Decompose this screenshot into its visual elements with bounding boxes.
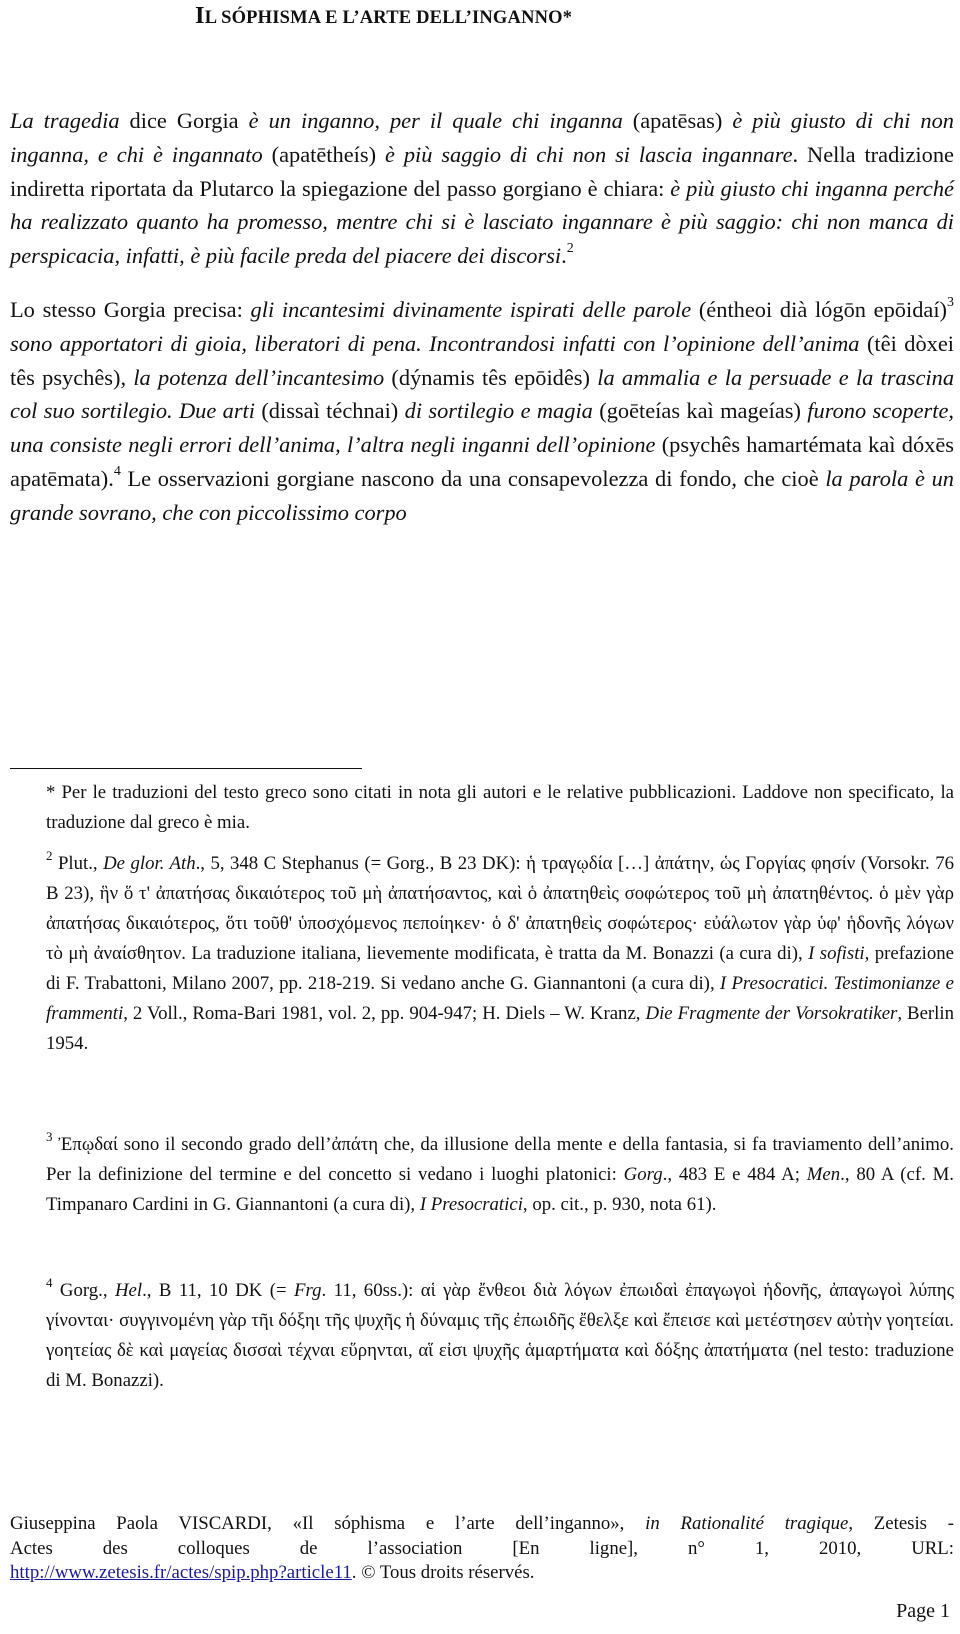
footnote-ref-4[interactable]: 4 bbox=[113, 463, 121, 479]
text-run: . Nella tradizione indiretta riportata da Plutarco la spiegazione del passo gorgiano è chiara: bbox=[10, 141, 954, 201]
text-run: . 11, 60ss.): αἱ γὰρ ἔνθεοι διὰ λόγων ἐπωιδαὶ ἐπαγωγοὶ ἡδονῆς, ἀπαγωγοὶ λύπης γίνονται· συγγινομένη γὰρ τῆι δόξηι τῆς ψυχῆς ἡ δύναμις τῆς ἐπωιδῆς ἔθελξε καὶ ἔπεισε καὶ μετέστησεν αὐτὴν γοητείαι. γοητείας δὲ καὶ μαγείας δισσαὶ τέχναι εὕρηνται, αἵ εἰσι ψυχῆς ἁμαρτήματα καὶ δόξης ἀπατήματα (nel testo: traduzione di M. Bonazzi). bbox=[46, 1280, 955, 1391]
citation-series: , Zetesis - bbox=[848, 1513, 954, 1534]
text-run: (dýnamis tês epōidês) bbox=[384, 364, 598, 390]
body-text bbox=[10, 104, 954, 530]
text-run: . bbox=[561, 243, 567, 269]
text-run: I sofisti, bbox=[808, 943, 870, 964]
text-run: (apatēsas) bbox=[622, 108, 733, 133]
citation-line-1 bbox=[10, 1512, 954, 1537]
footnote-2 bbox=[10, 849, 954, 1059]
text-run: , 2 Voll., Roma-Bari 1981, vol. 2, pp. 904-947; H. Diels – W. Kranz, bbox=[123, 1003, 646, 1024]
footnote-star bbox=[10, 778, 954, 838]
text-run: , op. cit., p. 930, nota 61). bbox=[522, 1194, 717, 1215]
page-number: Page 1 bbox=[896, 1600, 950, 1622]
footnote-4 bbox=[10, 1276, 954, 1396]
text-run: Frg bbox=[294, 1280, 322, 1301]
text-run: sono apportatori di gioia, liberatori di pena. Incontrandosi infatti con l’opinione dell’anima bbox=[10, 330, 860, 356]
text-run: ., B 11, 10 DK (= bbox=[142, 1280, 295, 1301]
text-run: I Presocratici. Testimonianze e frammenti bbox=[46, 973, 954, 1024]
footnote-3-number: 3 bbox=[46, 1128, 53, 1144]
citation-author: Giuseppina Paola VISCARDI, «Il sóphisma e l’arte dell’inganno», bbox=[10, 1513, 646, 1534]
footnote-4-number: 4 bbox=[46, 1274, 53, 1290]
text-run: (têi dòxei tês psychês), bbox=[10, 330, 954, 390]
text-run: prefazione di F. Trabattoni, Milano 2007, pp. 218-219. Si vedano anche G. Giannantoni (a cura di), bbox=[46, 943, 954, 994]
footnote-2-number: 2 bbox=[46, 847, 53, 863]
text-run: . bbox=[108, 465, 114, 491]
text-run: ., 483 E e 484 A; bbox=[662, 1164, 807, 1185]
text-run: di sortilegio e magia bbox=[404, 398, 593, 424]
text-run: Die Fragmente der Vorsokratiker bbox=[645, 1003, 898, 1024]
text-run: è un inganno, per il quale chi inganna bbox=[248, 108, 623, 133]
text-run: è più saggio di chi non si lascia ingannare bbox=[384, 141, 793, 167]
footnote-star-text: * Per le traduzioni del testo greco sono citati in nota gli autori e le relative pubblicazioni. Laddove non specificato, la traduzione dal greco è mia. bbox=[46, 782, 954, 833]
title-initial: I bbox=[195, 2, 205, 29]
text-run: dice Gorgia bbox=[119, 108, 249, 133]
text-run: La tragedia bbox=[10, 108, 120, 133]
text-run: la parola è un grande sovrano, che con piccolissimo corpo bbox=[10, 465, 954, 525]
text-run: ., 5, 348 C Stephanus (= Gorg., B 23 DK): ἡ τραγῳδία […] ἀπάτην, ὡς Γοργίας φησίν (Vorsokr. 76 B 23), ἣν ὅ τ' ἀπατήσας δικαιότερος τοῦ μὴ ἀπατήσαντος, καὶ ὁ ἀπατηθεὶς σοφώτερος τοῦ μὴ ἀπατηθέντος. ὁ μὲν γὰρ ἀπατήσας δικαιότερος, ὅτι τοῦθ' ὑποσχόμενος πεποίηκεν· ὁ δ' ἀπατηθεὶς σοφώτερος· εὐάλωτον γὰρ ὑφ' ἡδονῆς λόγων τὸ μὴ ἀναίσθητον. La traduzione italiana, lievemente modificata, è tratta da M. Bonazzi (a cura di), bbox=[46, 853, 955, 964]
citation-volume: in Rationalité tragique bbox=[645, 1513, 849, 1534]
text-run: , Berlin 1954. bbox=[46, 1003, 954, 1054]
text-run: Gorg., bbox=[52, 1280, 115, 1301]
footnote-ref-3[interactable]: 3 bbox=[947, 294, 955, 310]
text-run: gli incantesimi divinamente ispirati delle parole bbox=[250, 296, 692, 322]
text-run: la ammalia e la persuade e la trascina col suo sortilegio. Due arti bbox=[10, 364, 955, 424]
citation-url-link[interactable]: http://www.zetesis.fr/actes/spip.php?article11 bbox=[10, 1562, 352, 1584]
text-run: furono scoperte, una consiste negli errori dell’anima, l’altra negli inganni dell’opinione bbox=[10, 398, 954, 458]
text-run: la potenza dell’incantesimo bbox=[133, 364, 385, 390]
paragraph-1 bbox=[10, 104, 954, 273]
citation-rights: . © Tous droits réservés. bbox=[351, 1562, 535, 1584]
citation-line-2: Actes des colloques de l’association [En ligne], n° 1, 2010, URL: bbox=[10, 1537, 954, 1559]
citation-footer bbox=[10, 1512, 954, 1586]
text-run: De glor. Ath bbox=[103, 853, 196, 874]
text-run: Lo stesso Gorgia precisa: bbox=[10, 296, 251, 322]
text-run: (goēteías kaì mageías) bbox=[592, 398, 808, 424]
text-run: Le osservazioni gorgiane nascono da una consapevolezza di fondo, che cioè bbox=[120, 465, 826, 491]
text-run: ., 80 A (cf. M. Timpanaro Cardini in G. Giannantoni (a cura di), bbox=[46, 1164, 954, 1215]
text-run: Ἐπῳδαί sono il secondo grado dell’ἀπάτη che, da illusione della mente e della fantasia, si fa traviamento dell’animo. Per la definizione del termine e del concetto si vedano i luoghi platonici: bbox=[46, 1134, 954, 1185]
footnote-ref-2[interactable]: 2 bbox=[566, 240, 574, 256]
text-run: (dissaì téchnai) bbox=[254, 398, 405, 424]
text-run: Men bbox=[806, 1164, 841, 1185]
text-run: è più giusto chi inganna perché ha realizzato quanto ha promesso, mentre chi si è lasciato ingannare è più saggio: chi non manca di perspicacia, infatti, è più facile preda del piacere dei discorsi bbox=[10, 175, 954, 269]
text-run: Gorg bbox=[623, 1164, 663, 1185]
footnote-divider bbox=[10, 768, 362, 769]
paragraph-2 bbox=[10, 293, 954, 530]
footnote-3 bbox=[10, 1130, 954, 1220]
text-run: (apatētheís) bbox=[262, 141, 385, 167]
text-run: (psychês hamartémata kaì dóxēs apatēmata) bbox=[10, 432, 954, 491]
page-title bbox=[195, 2, 572, 30]
text-run: (éntheoi dià lógōn epōidaí) bbox=[691, 296, 948, 322]
text-run: I Presocratici bbox=[419, 1194, 523, 1215]
text-run: è più giusto di chi non inganna, e chi è ingannato bbox=[10, 108, 954, 167]
text-run: Plut., bbox=[52, 853, 104, 874]
text-run: Hel bbox=[114, 1280, 143, 1301]
title-rest: L SÓPHISMA E L’ARTE DELL’INGANNO* bbox=[204, 8, 573, 28]
